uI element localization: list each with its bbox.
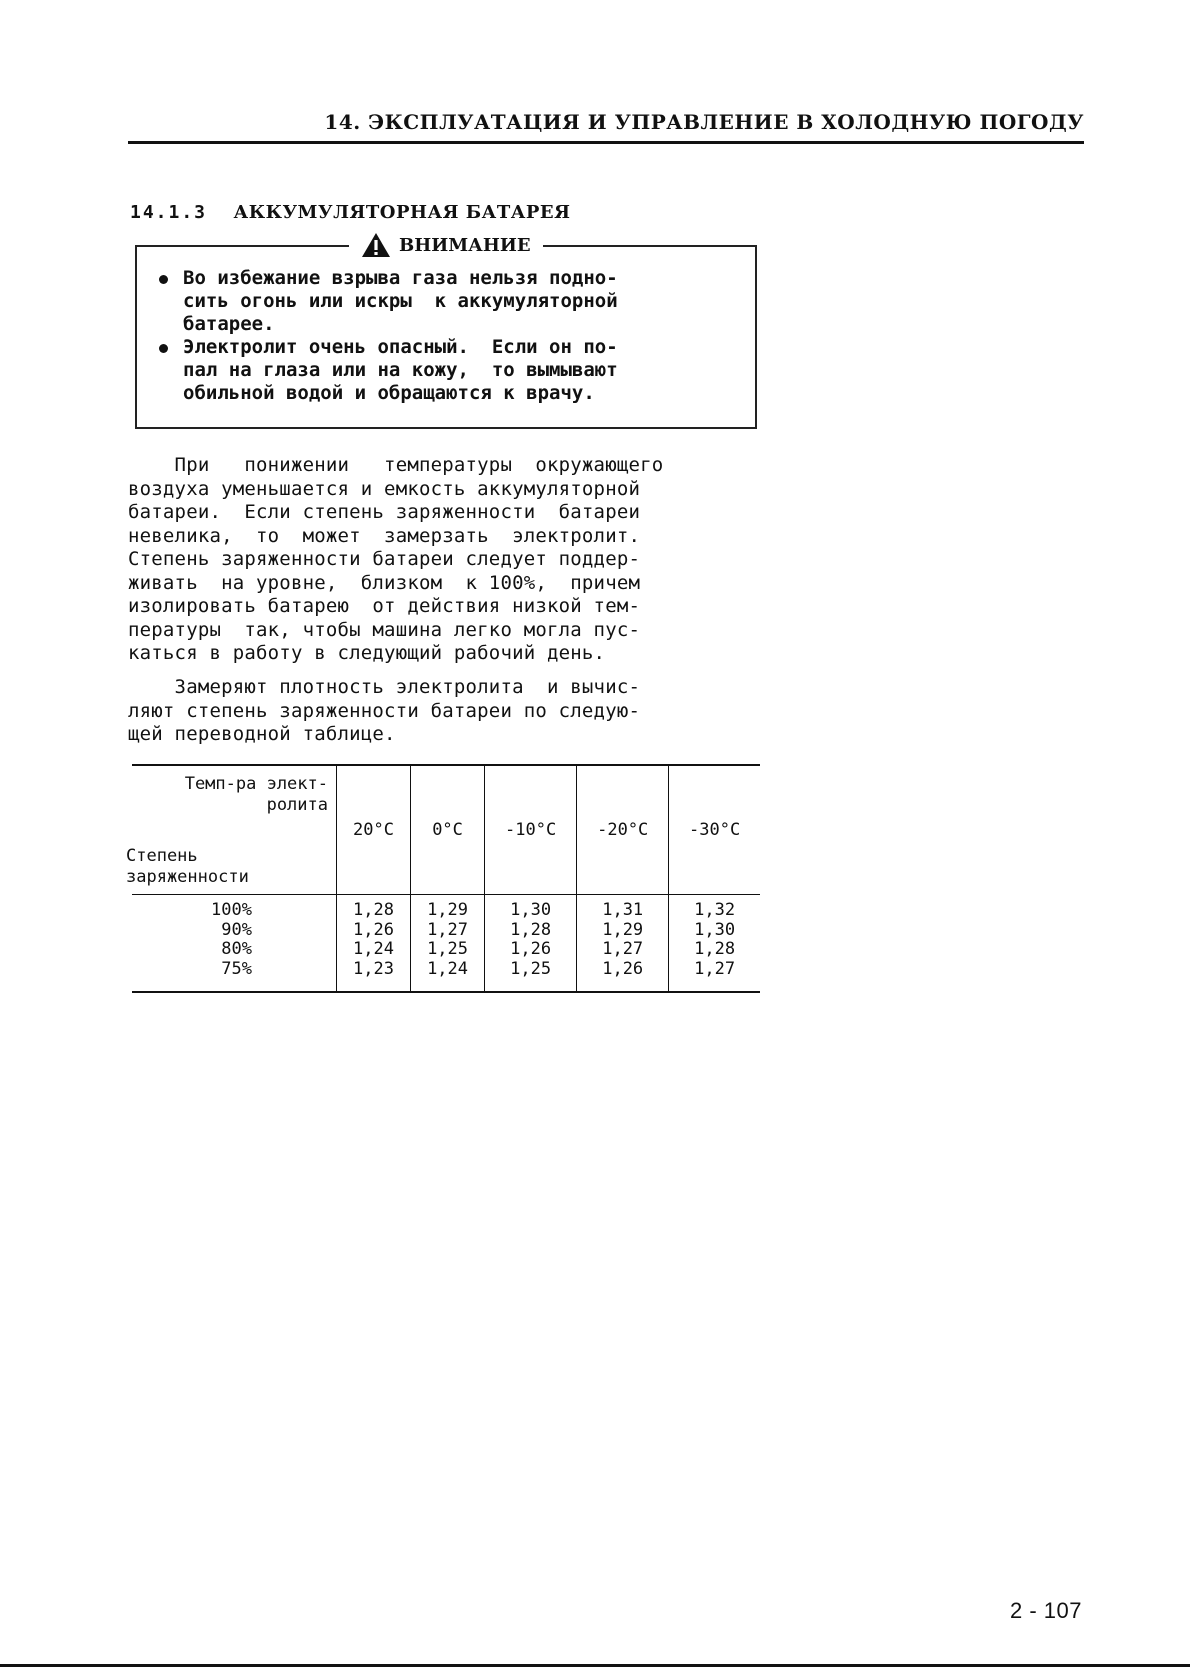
density-cell [337,895,411,993]
column-header: -10°C [485,765,577,895]
footer-rule [0,1664,1190,1667]
bullet-icon [159,275,168,284]
density-values: 1,30 1,28 1,26 1,25 [510,900,552,979]
chapter-title: 14. ЭКСПЛУАТАЦИЯ И УПРАВЛЕНИЕ В ХОЛОДНУЮ ПОГОДУ [324,110,1084,134]
warning-label-text: ВНИМАНИЕ [399,234,531,256]
table-row [132,895,760,993]
density-cell [485,895,577,993]
density-cell [669,895,760,993]
warning-item [157,336,618,405]
column-header: 0°C [411,765,485,895]
density-values: 1,28 1,26 1,24 1,23 [353,900,394,979]
warning-triangle-icon [361,232,391,258]
column-header: -20°C [577,765,669,895]
density-values: 1,31 1,29 1,27 1,26 [602,900,644,979]
warning-item-text: Электролит очень опасный. Если он по- пал на глаза или на кожу, то вымывают обильной водой и обращаются к врачу. [183,336,618,404]
density-cell [411,895,485,993]
density-cell [577,895,669,993]
bullet-icon [159,344,168,353]
density-table-container [126,764,760,993]
body-paragraph-1: При понижении температуры окружающего воздуха уменьшается и емкость аккумуляторной батареи. Если степень заряженности батареи невелика, то может замерзать электролит. Степень заряженности батареи следует поддер- живать на уровне, близком к 100%, причем изолировать батарею от действия низкой тем- пературы так, чтобы машина легко могла пус- каться в работу в следующий рабочий день. [128,454,664,664]
section-heading [130,202,571,223]
section-title: АККУМУЛЯТОРНАЯ БАТАРЕЯ [233,202,571,223]
warning-item [157,267,618,336]
density-values: 1,29 1,27 1,25 1,24 [427,900,469,979]
header-rule [128,141,1084,144]
charge-header-label: Степень заряженности [126,846,249,887]
table-corner-cell [126,765,337,895]
density-table [126,764,760,993]
temperature-header-label: Темп-ра элект- ролита [184,774,328,815]
table-header-row [132,765,760,895]
column-header: 20°C [337,765,411,895]
charge-levels: 100% 90% 80% 75% [211,900,252,979]
warning-item-text: Во избежание взрыва газа нельзя подно- сить огонь или искры к аккумуляторной батарее. [183,267,618,335]
column-header: -30°C [669,765,760,895]
warning-list [157,267,618,405]
section-number: 14.1.3 [130,202,208,223]
body-paragraph-2: Замеряют плотность электролита и вычис- ляют степень заряженности батареи по следую- щей переводной таблице. [128,676,641,745]
page-number: 2 - 107 [1010,1598,1082,1623]
charge-level-cell [132,895,337,993]
density-values: 1,32 1,30 1,28 1,27 [694,900,736,979]
warning-label [349,232,543,258]
warning-box [135,234,757,429]
